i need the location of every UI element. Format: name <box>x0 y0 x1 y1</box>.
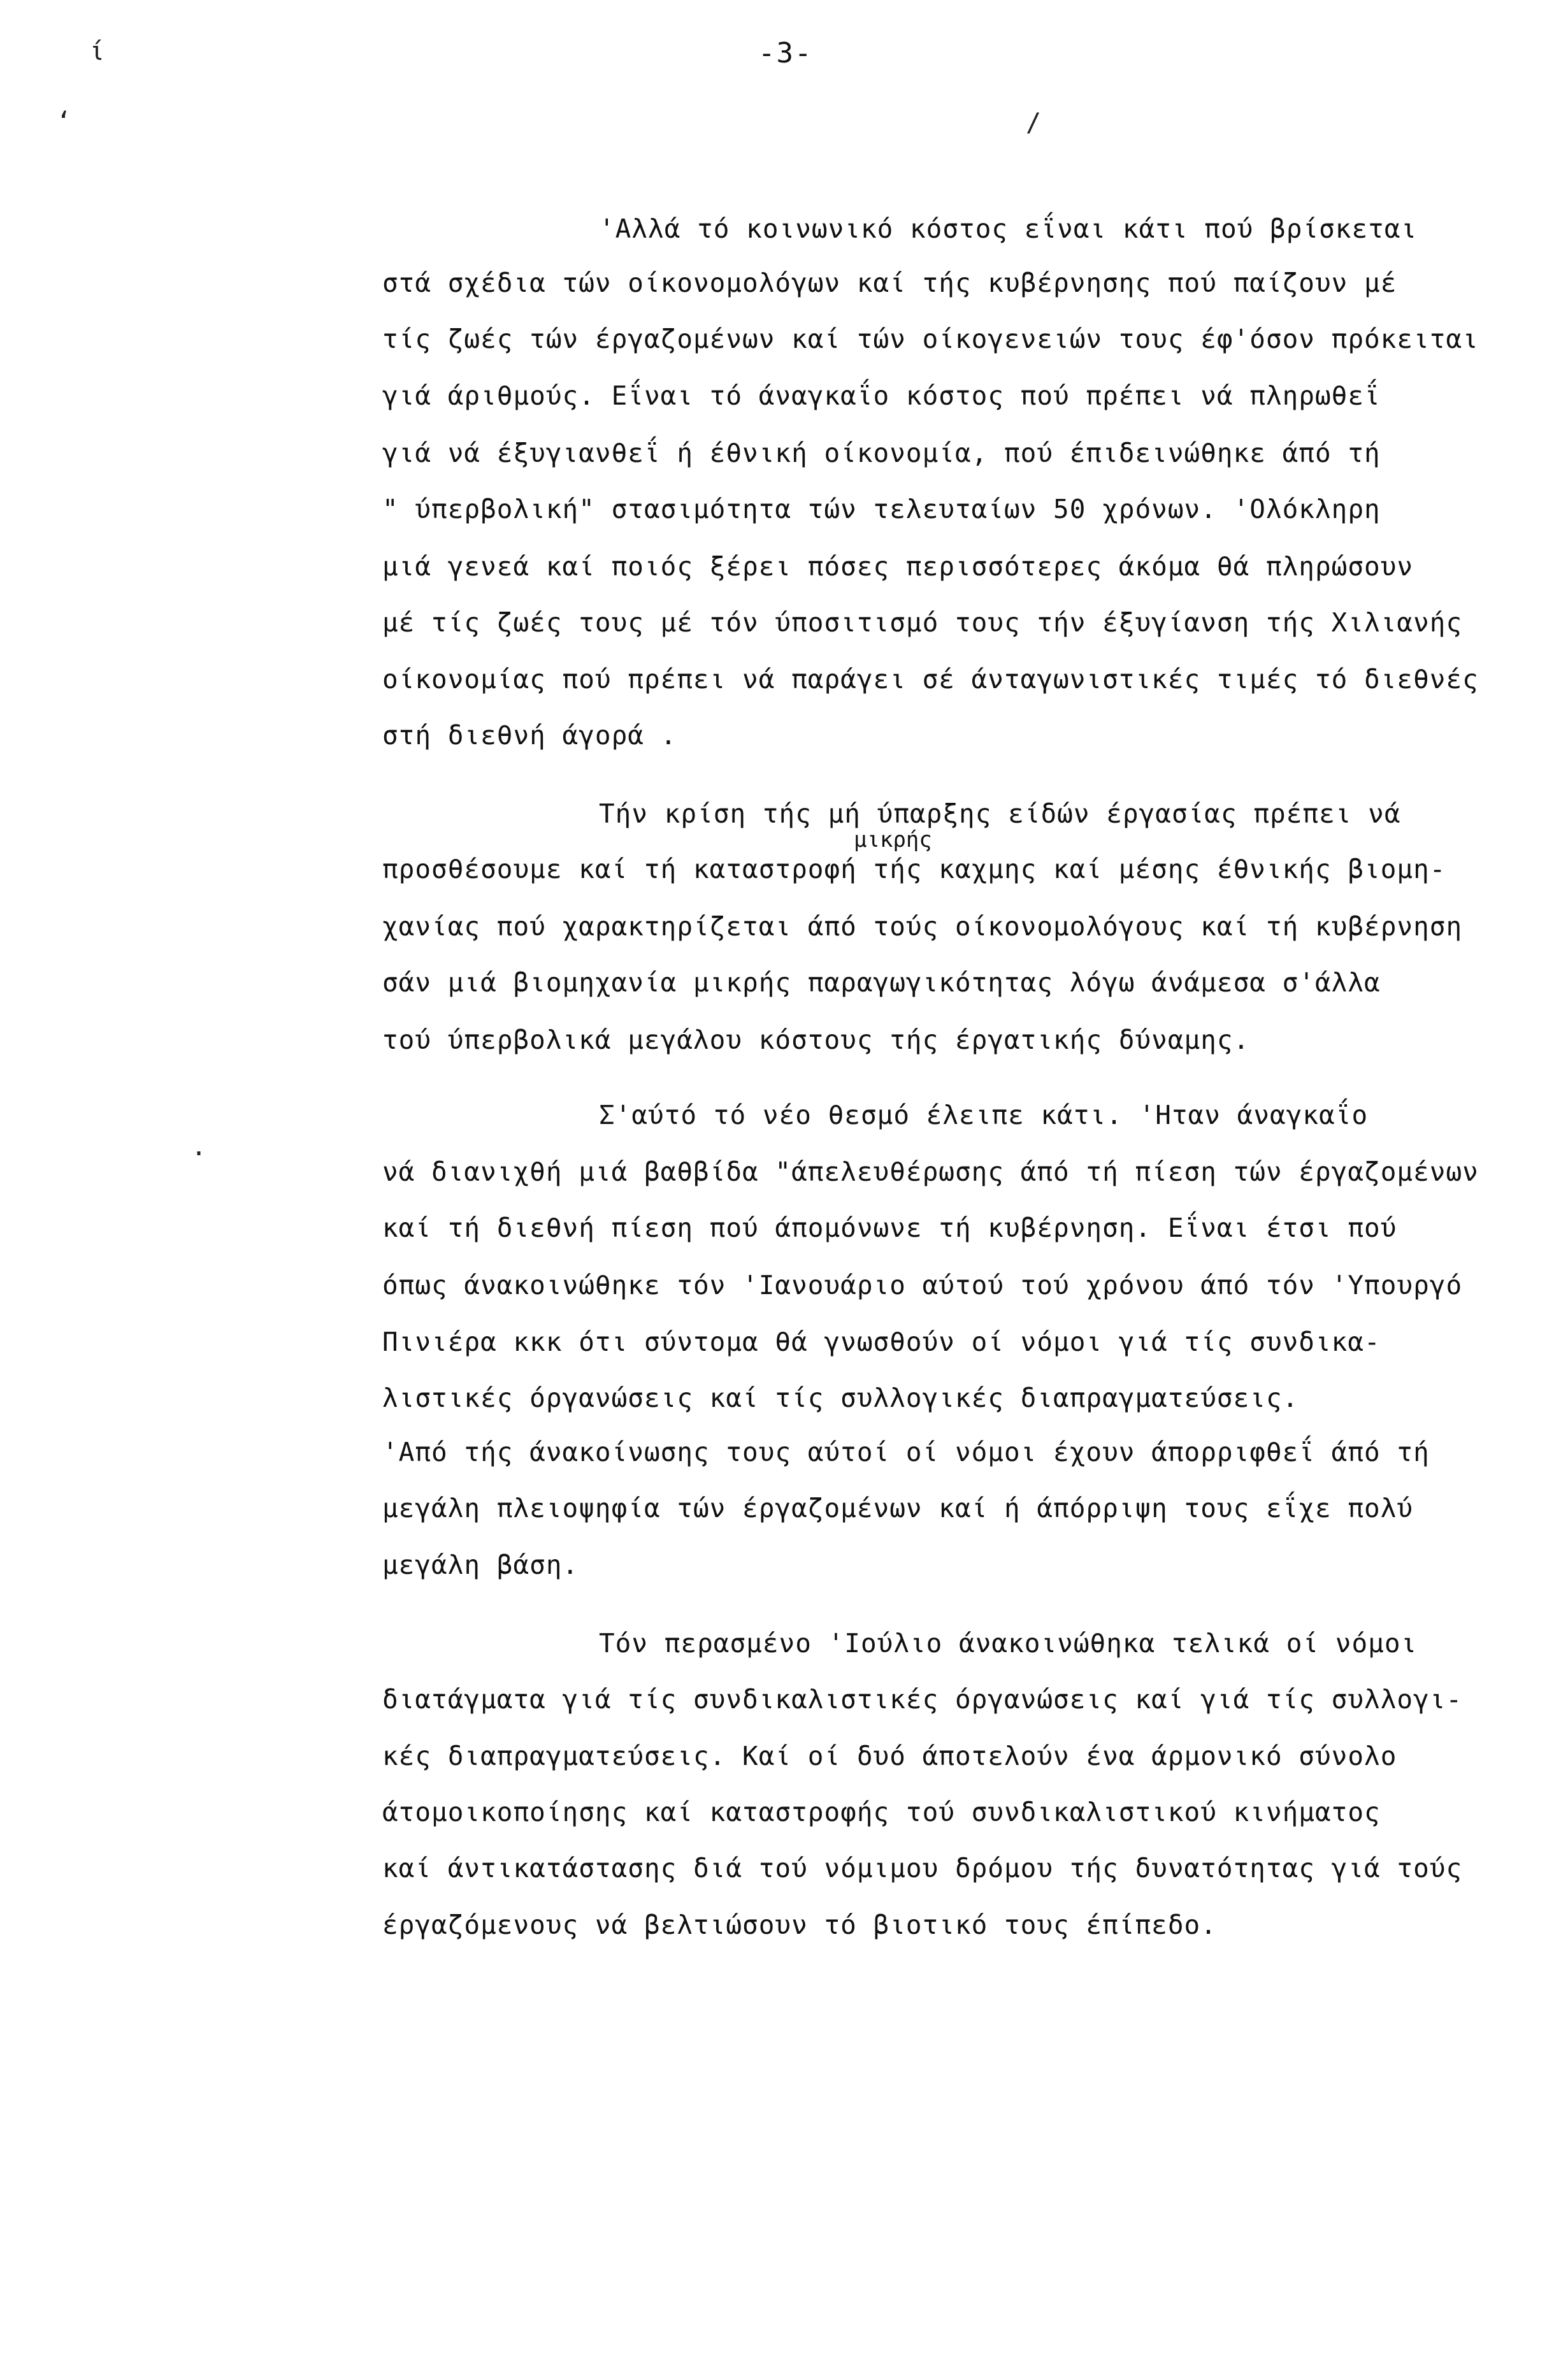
stray-mark-left: ‘ <box>56 107 72 136</box>
stray-mark-margin: · <box>191 1139 207 1169</box>
stray-mark-top-left: ί <box>89 37 105 66</box>
text-line: 'Από τής άνακοίνωσης τους αύτοί οί νόμοι έχουν άπορριφθεΐ άπό τή <box>382 1437 1430 1467</box>
text-line: Τήν κρίση τής μή ύπαρξης είδών έργασίας πρέπει νά <box>599 798 1401 829</box>
text-line: γιά άριθμούς. Εΐναι τό άναγκαΐο κόστος πού πρέπει νά πληρωθεΐ <box>382 380 1381 411</box>
text-line: κές διαπραγματεύσεις. Καί οί δυό άποτελούν ένα άρμονικό σύνολο <box>382 1741 1397 1771</box>
text-line: μεγάλη πλειοψηφία τών έργαζομένων καί ή άπόρριψη τους εΐχε πολύ <box>382 1493 1414 1523</box>
handwritten-correction: μικρής <box>854 827 932 853</box>
page-number: -3- <box>758 37 813 69</box>
text-line: διατάγματα γιά τίς συνδικαλιστικές όργανώσεις καί γιά τίς συλλογι- <box>382 1684 1463 1715</box>
text-line: 'Αλλά τό κοινωνικό κόστος εΐναι κάτι πού βρίσκεται <box>599 213 1418 244</box>
text-line: Σ'αύτό τό νέο θεσμό έλειπε κάτι. 'Ηταν άναγκαΐο <box>599 1100 1369 1130</box>
text-line: χανίας πού χαρακτηρίζεται άπό τούς οίκονομολόγους καί τή κυβέρνηση <box>382 911 1463 942</box>
text-line: Τόν περασμένο 'Ιούλιο άνακοινώθηκα τελικά οί νόμοι <box>599 1628 1418 1659</box>
stray-mark-top-right: / <box>1026 108 1042 138</box>
text-line: προσθέσουμε καί τή καταστροφή τής καχμης καί μέσης έθνικής βιομη- <box>382 854 1446 884</box>
text-line: καί τή διεθνή πίεση πού άπομόνωνε τή κυβέρνηση. Εΐναι έτσι πού <box>382 1213 1397 1243</box>
text-line: γιά νά έξυγιανθεΐ ή έθνική οίκονομία, πού έπιδεινώθηκε άπό τή <box>382 438 1381 468</box>
text-line: μέ τίς ζωές τους μέ τόν ύποσιτισμό τους τήν έξυγίανση τής Χιλιανής <box>382 607 1463 638</box>
text-line: Πινιέρα κκκ ότι σύντομα θά γνωσθούν οί νόμοι γιά τίς συνδικα- <box>382 1327 1381 1357</box>
text-line: μιά γενεά καί ποιός ξέρει πόσες περισσότερες άκόμα θά πληρώσουν <box>382 551 1414 582</box>
text-line: μεγάλη βάση. <box>382 1550 579 1580</box>
text-line: νά διανιχθή μιά βαθβίδα "άπελευθέρωσης άπό τή πίεση τών έργαζομένων <box>382 1156 1479 1187</box>
text-line: οίκονομίας πού πρέπει νά παράγει σέ άνταγωνιστικές τιμές τό διεθνές <box>382 664 1479 695</box>
text-line: τίς ζωές τών έργαζομένων καί τών οίκογενειών τους έφ'όσον πρόκειται <box>382 324 1479 354</box>
text-line: σάν μιά βιομηχανία μικρής παραγωγικότητας λόγω άνάμεσα σ'άλλα <box>382 967 1381 998</box>
text-line: έργαζόμενους νά βελτιώσουν τό βιοτικό τους έπίπεδο. <box>382 1910 1217 1940</box>
text-line: λιστικές όργανώσεις καί τίς συλλογικές διαπραγματεύσεις. <box>382 1383 1299 1413</box>
text-line: στά σχέδια τών οίκονομολόγων καί τής κυβέρνησης πού παίζουν μέ <box>382 268 1397 298</box>
text-line: καί άντικατάστασης διά τού νόμιμου δρόμου τής δυνατότητας γιά τούς <box>382 1853 1463 1883</box>
text-line: όπως άνακοινώθηκε τόν 'Ιανουάριο αύτού τού χρόνου άπό τόν 'Υπουργό <box>382 1270 1463 1300</box>
text-line: άτομοικοποίησης καί καταστροφής τού συνδικαλιστικού κινήματος <box>382 1797 1381 1827</box>
text-line: τού ύπερβολικά μεγάλου κόστους τής έργατικής δύναμης. <box>382 1025 1250 1055</box>
text-line: " ύπερβολική" στασιμότητα τών τελευταίων 50 χρόνων. 'Ολόκληρη <box>382 494 1381 524</box>
text-line: στή διεθνή άγορά . <box>382 720 677 751</box>
